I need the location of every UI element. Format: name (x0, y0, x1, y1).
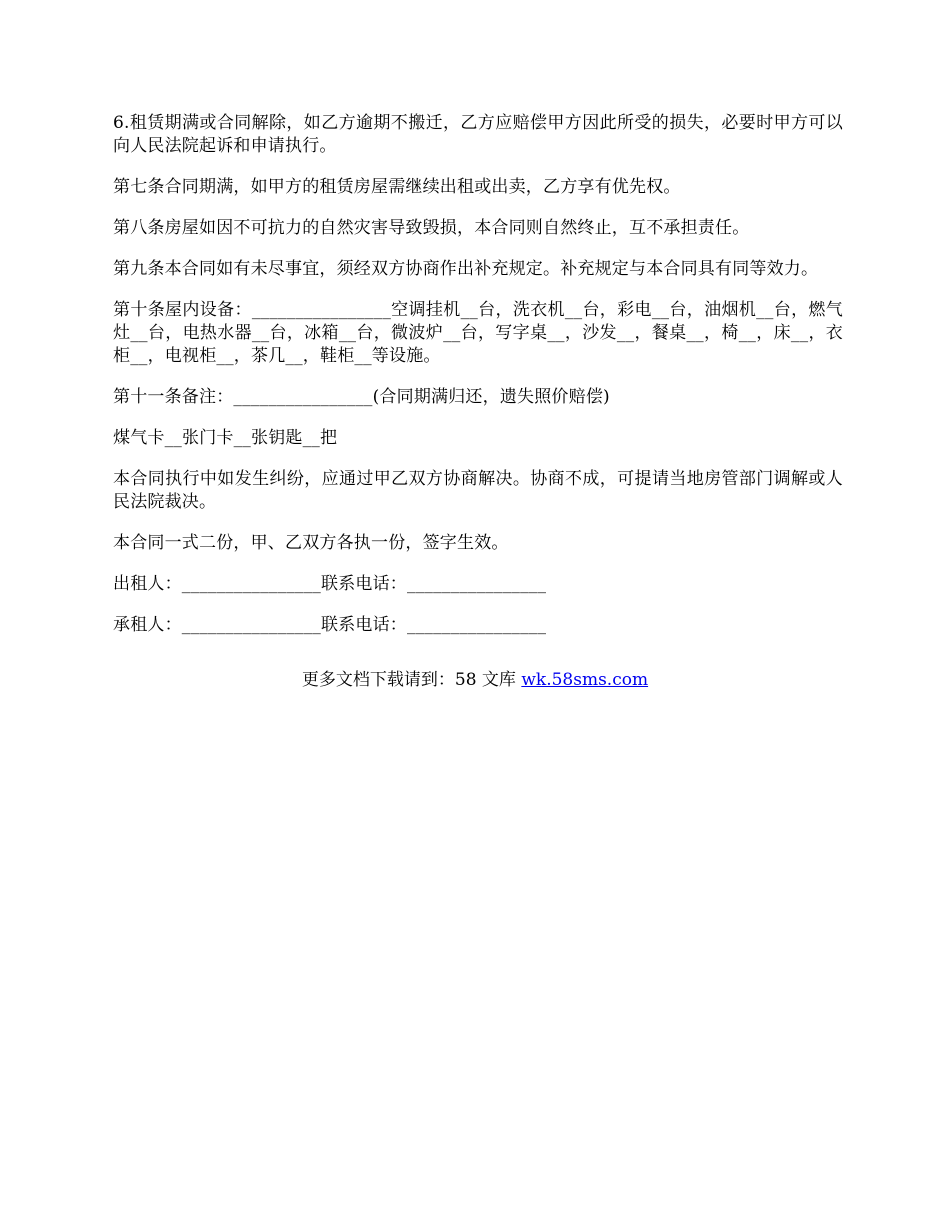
footer (0, 669, 950, 692)
document-body (113, 112, 843, 655)
footer-prefix: 更多文档下载请到：58 文库 (301, 670, 522, 690)
footer-link[interactable]: wk.58sms.com (521, 670, 649, 690)
copies-paragraph: 本合同一式二份，甲、乙双方各执一份，签字生效。 (113, 533, 509, 553)
clause-11-remarks-paragraph: 第十一条备注：________________(合同期满归还，遗失照价赔偿) (113, 387, 610, 407)
clause-7-paragraph: 第七条合同期满，如甲方的租赁房屋需继续出租或出卖，乙方享有优先权。 (113, 177, 681, 197)
lessor-signature-line: 出租人：________________联系电话：________________ (113, 574, 547, 594)
keys-cards-paragraph: 煤气卡__张门卡__张钥匙__把 (113, 428, 338, 448)
lessee-signature-line: 承租人：________________联系电话：________________ (113, 615, 547, 635)
clause-10-equipment-paragraph: 第十条屋内设备：________________空调挂机__台，洗衣机__台，彩电__台，油烟机__台，燃气灶__台，电热水器__台，冰箱__台，微波炉__台，写字桌__，沙发__，餐桌__，椅__，床__，衣柜__，电视柜__，茶几__，鞋柜__等设施。 (113, 300, 843, 366)
clause-6-paragraph: 6.租赁期满或合同解除，如乙方逾期不搬迁，乙方应赔偿甲方因此所受的损失，必要时甲方可以向人民法院起诉和申请执行。 (113, 113, 843, 156)
dispute-paragraph: 本合同执行中如发生纠纷，应通过甲乙双方协商解决。协商不成，可提请当地房管部门调解或人民法院裁决。 (113, 469, 843, 512)
clause-8-paragraph: 第八条房屋如因不可抗力的自然灾害导致毁损，本合同则自然终止，互不承担责任。 (113, 218, 750, 238)
clause-9-paragraph: 第九条本合同如有未尽事宜，须经双方协商作出补充规定。补充规定与本合同具有同等效力。 (113, 259, 819, 279)
